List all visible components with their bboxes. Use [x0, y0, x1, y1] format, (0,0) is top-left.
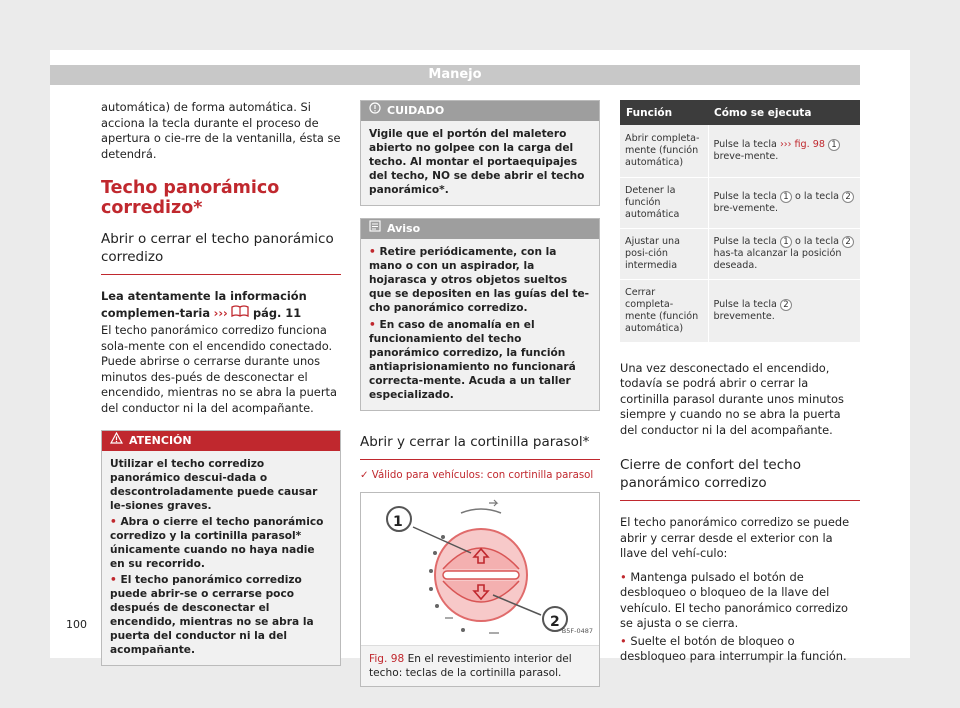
callout-2: 2	[550, 613, 560, 630]
subsection-title-sunblind: Abrir y cerrar la cortinilla parasol*	[360, 433, 600, 460]
notice-body	[361, 239, 599, 410]
notice-box	[360, 218, 600, 411]
lead-paragraph	[101, 289, 341, 321]
warning-box	[101, 430, 341, 666]
column-middle	[360, 100, 600, 687]
section-title: Techo panorámico corredizo*	[101, 178, 280, 218]
warning-bullet: • Abra o cierre el techo panorámico corredizo y la cortinilla parasol* únicamente cuando no haya nadie en su recorrido.	[110, 516, 324, 570]
table-header: Función	[620, 100, 708, 125]
warning-triangle-icon	[110, 431, 123, 451]
table-row	[620, 279, 860, 342]
warning-header	[102, 431, 340, 451]
valid-for: ✓ Válido para vehículos: con cortinilla parasol	[360, 470, 594, 481]
warning-text: Utilizar el techo corredizo panorámico descui-dada o descontroladamente puede causar le-siones graves.	[110, 458, 318, 512]
table-cell: Detener la función automática	[620, 177, 708, 228]
figure-caption	[361, 645, 599, 686]
warning-body	[102, 451, 340, 665]
check-icon: ✓	[360, 470, 369, 481]
subsection-title: Abrir o cerrar el techo panorámico corredizo	[101, 230, 341, 275]
caution-header	[361, 101, 599, 121]
caution-text: Vigile que el portón del maletero abierto no golpee con la carga del techo. Al montar el portaequipajes del techo, NO se debe abrir el techo panorámico*.	[369, 128, 585, 196]
body-text-comfort: El techo panorámico corredizo se puede abrir y cerrar desde el exterior con la llave del vehí-culo:	[620, 515, 850, 560]
notice-bullet: • Retire periódicamente, con la mano o con un aspirador, la hojarasca y otros objetos sueltos que se depositen en las guías del te-cho panorámico corredizo.	[369, 246, 590, 314]
figure-code: B5F-0487	[561, 626, 593, 635]
lead-bold: Lea atentamente la información complemen-taria	[101, 289, 307, 320]
warning-bullet: • El techo panorámico corredizo puede abrir-se o cerrarse poco después de desconectar el encendido, mientras no se abra la puerta del conductor ni la del acompañante.	[110, 574, 314, 656]
body-text-sunblind: Una vez desconectado el encendido, todavía se podrá abrir o cerrar la cortinilla parasol durante unos minutos siempre y cuando no se abra la puerta del conductor ni la del acompañante.	[620, 360, 844, 437]
table-row	[620, 228, 860, 279]
notice-header	[361, 219, 599, 239]
list-item: • Mantenga pulsado el botón de desbloqueo o bloqueo de la llave del vehículo. El techo panorámico corredizo se ajusta o se cierra.	[620, 569, 848, 630]
table-cell: Cerrar completa-mente (función automática)	[620, 279, 708, 342]
column-left	[101, 100, 341, 666]
table-cell: Abrir completa-mente (función automática)	[620, 125, 708, 177]
intro-text: automática) de forma automática. Si acciona la tecla durante el proceso de apertura o cie-rre de la ventanilla, ésta se detendrá.	[101, 100, 341, 161]
book-icon	[231, 306, 249, 320]
callout-1: 1	[393, 513, 403, 530]
column-right	[620, 100, 860, 665]
subsection-title-comfort: Cierre de confort del techo panorámico corredizo	[620, 456, 860, 501]
table-cell: Pulse la tecla 1 o la tecla 2 has-ta alcanzar la posición deseada.	[708, 228, 860, 279]
figure-label: Fig. 98	[369, 652, 405, 665]
table-row	[620, 177, 860, 228]
page-header: Manejo	[50, 65, 860, 85]
figure-caption-text: En el revestimiento interior del techo: teclas de la cortinilla parasol.	[369, 652, 572, 679]
page-number: 100	[66, 618, 87, 631]
function-table	[620, 100, 860, 343]
table-row	[620, 125, 860, 177]
warning-title: ATENCIÓN	[129, 434, 192, 447]
table-header-row	[620, 100, 860, 125]
figure-link[interactable]: ››› fig. 98	[779, 138, 825, 150]
caution-title: CUIDADO	[387, 104, 445, 117]
figure-98	[360, 492, 600, 687]
lead-page-ref[interactable]: pág. 11	[252, 305, 302, 320]
notice-bullet: • En caso de anomalía en el funcionamiento del techo panorámico corredizo, la función antiaprisionamiento no funcionará correcta-mente. Acuda a un taller especializado.	[369, 319, 576, 401]
caution-box	[360, 100, 600, 206]
notice-title: Aviso	[387, 222, 421, 235]
table-cell: Ajustar una posi-ción intermedia	[620, 228, 708, 279]
table-cell: Pulse la tecla 1 o la tecla 2 bre-vemente.	[708, 177, 860, 228]
list-item: • Suelte el botón de bloqueo o desbloqueo para interrumpir la función.	[620, 633, 847, 663]
table-header: Cómo se ejecuta	[708, 100, 860, 125]
lead-arrow: ›››	[213, 305, 228, 320]
table-cell: Pulse la tecla ››› fig. 98 1 breve-mente.	[708, 125, 860, 177]
table-cell: Pulse la tecla 2 brevemente.	[708, 279, 860, 342]
note-icon	[369, 219, 381, 239]
info-circle-icon	[369, 101, 381, 121]
body-text: El techo panorámico corredizo funciona sola-mente con el encendido conectado. Puede abrirse o cerrarse durante unos minutos des-pués de desconectar el encendido, mientras no se abra la puerta del conductor ni la del acompañante.	[101, 323, 337, 415]
